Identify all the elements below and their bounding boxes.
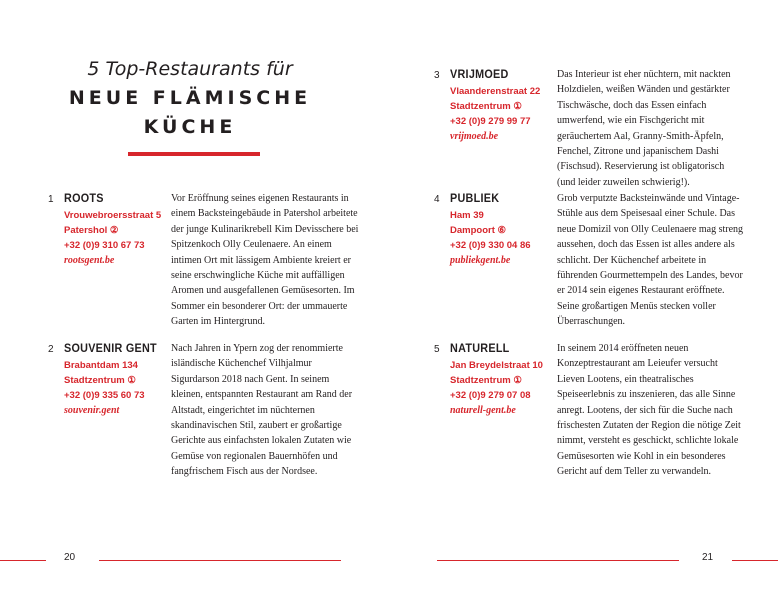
right-page <box>389 0 778 600</box>
footer-rule-outer <box>0 560 46 561</box>
restaurant-district: Patershol ② <box>64 225 119 236</box>
restaurant-district: Dampoort ⑥ <box>450 225 507 236</box>
entry-number: 1 <box>48 194 54 205</box>
restaurant-district: Stadtzentrum ① <box>450 101 522 112</box>
restaurant-name: NATURELL <box>450 341 510 355</box>
restaurant-website[interactable]: publiekgent.be <box>450 255 511 266</box>
footer-rule-inner <box>99 560 341 561</box>
entry-number: 2 <box>48 344 54 355</box>
restaurant-address: Vlaanderenstraat 22 <box>450 86 541 97</box>
restaurant-name: ROOTS <box>64 191 104 205</box>
restaurant-phone: +32 (0)9 279 07 08 <box>450 390 531 401</box>
restaurant-info <box>64 208 161 268</box>
title-underline <box>128 152 260 156</box>
restaurant-phone: +32 (0)9 279 99 77 <box>450 116 531 127</box>
restaurant-website[interactable]: vrijmoed.be <box>450 131 499 142</box>
restaurant-info <box>64 358 145 418</box>
restaurant-name: PUBLIEK <box>450 191 500 205</box>
footer-rule-outer <box>732 560 778 561</box>
restaurant-address: Ham 39 <box>450 210 484 221</box>
restaurant-description: Vor Eröffnung seines eigenen Restaurants in einem Backsteingebäude in Patershol arbeitete der junge Kulinarikrebell Kim Devisschere bei Spitzenkoch Olly Ceulenaere. An einem intimen Ort mit lässigem Ambiente kreiert er seine erschwingliche Küche mit auffälligen Aromen und ausgefallenen Gemüsesorten. Im Sommer ein besonderer Ort: der ummauerte Garten im Hintergrund. <box>171 193 359 328</box>
restaurant-description: Grob verputzte Backsteinwände und Vintage-Stühle aus dem Speisesaal einer Schule. Das neue Domizil von Olly Ceulenaere mag streng aussehen, doch das Essen ist alles andere als schlicht. Der Küchenchef arbeitete in führenden Gourmettempeln des Landes, bevor er 2014 sein eigenes Restaurant eröffnete. Seine großartigen Menüs stecken voller Überraschungen. <box>557 193 744 328</box>
entry-number: 3 <box>434 70 440 81</box>
entry-number: 4 <box>434 194 440 205</box>
footer-rule-inner <box>437 560 679 561</box>
restaurant-info <box>450 208 531 268</box>
restaurant-description: Das Interieur ist eher nüchtern, mit nackten Holzdielen, weißen Wänden und gestärkter Tischwäsche, doch das Essen einfach umwerfend, wie ein Fischgericht mit geräuchertem Aal, Granny-Smith-Äpfeln, Fenchel, Zitrone und japanischem Dashi (Fischsud). Reservierung ist obligatorisch (und leider zuweilen schwierig!). <box>557 69 731 188</box>
restaurant-website[interactable]: rootsgent.be <box>64 255 115 266</box>
restaurant-name: VRIJMOED <box>450 67 509 81</box>
title-line-2: KÜCHE <box>143 116 237 138</box>
restaurant-district: Stadtzentrum ① <box>64 375 136 386</box>
restaurant-website[interactable]: souvenir.gent <box>64 405 120 416</box>
page-number-right: 21 <box>702 552 714 563</box>
page-number-left: 20 <box>64 552 76 563</box>
restaurant-district: Stadtzentrum ① <box>450 375 522 386</box>
title-line-1: NEUE FLÄMISCHE <box>68 87 312 109</box>
restaurant-description: Nach Jahren in Ypern zog der renommierte isländische Küchenchef Vilhjalmur Sigurdarson 2018 nach Gent. In seinem kleinen, entspannten Restaurant am Rand der Altstadt, eingerichtet im nüchternen skandinavischen Stil, zaubert er großartige Gerichte aus einfachsten lokalen Zutaten wie Gemüse von regionalen Bauernhöfen und fangfrischem Fisch aus der Nordsee. <box>171 343 353 478</box>
restaurant-info <box>450 84 540 144</box>
restaurant-address: Vrouwebroersstraat 5 <box>64 210 162 221</box>
restaurant-phone: +32 (0)9 330 04 86 <box>450 240 531 251</box>
restaurant-description: In seinem 2014 eröffneten neuen Konzeptrestaurant am Leieufer versucht Lieven Lootens, ein theatralisches Speiseerlebnis zu inszenieren, das alle Sinne anregt. Lootens, der sich für die Suche nach frischesten Zutaten der Region die nötige Zeit nimmt, versteht es geschickt, schlichte lokale Gemüsesorten wie Kohl in ein besonderes Gericht auf dem Teller zu verwandeln. <box>557 343 741 478</box>
restaurant-address: Jan Breydelstraat 10 <box>450 360 543 371</box>
restaurant-address: Brabantdam 134 <box>64 360 138 371</box>
title-script: 5 Top-Restaurants für <box>87 58 293 80</box>
restaurant-info <box>450 358 543 418</box>
restaurant-phone: +32 (0)9 335 60 73 <box>64 390 145 401</box>
restaurant-name: SOUVENIR GENT <box>64 341 157 355</box>
restaurant-phone: +32 (0)9 310 67 73 <box>64 240 145 251</box>
restaurant-website[interactable]: naturell-gent.be <box>450 405 516 416</box>
entry-number: 5 <box>434 344 440 355</box>
